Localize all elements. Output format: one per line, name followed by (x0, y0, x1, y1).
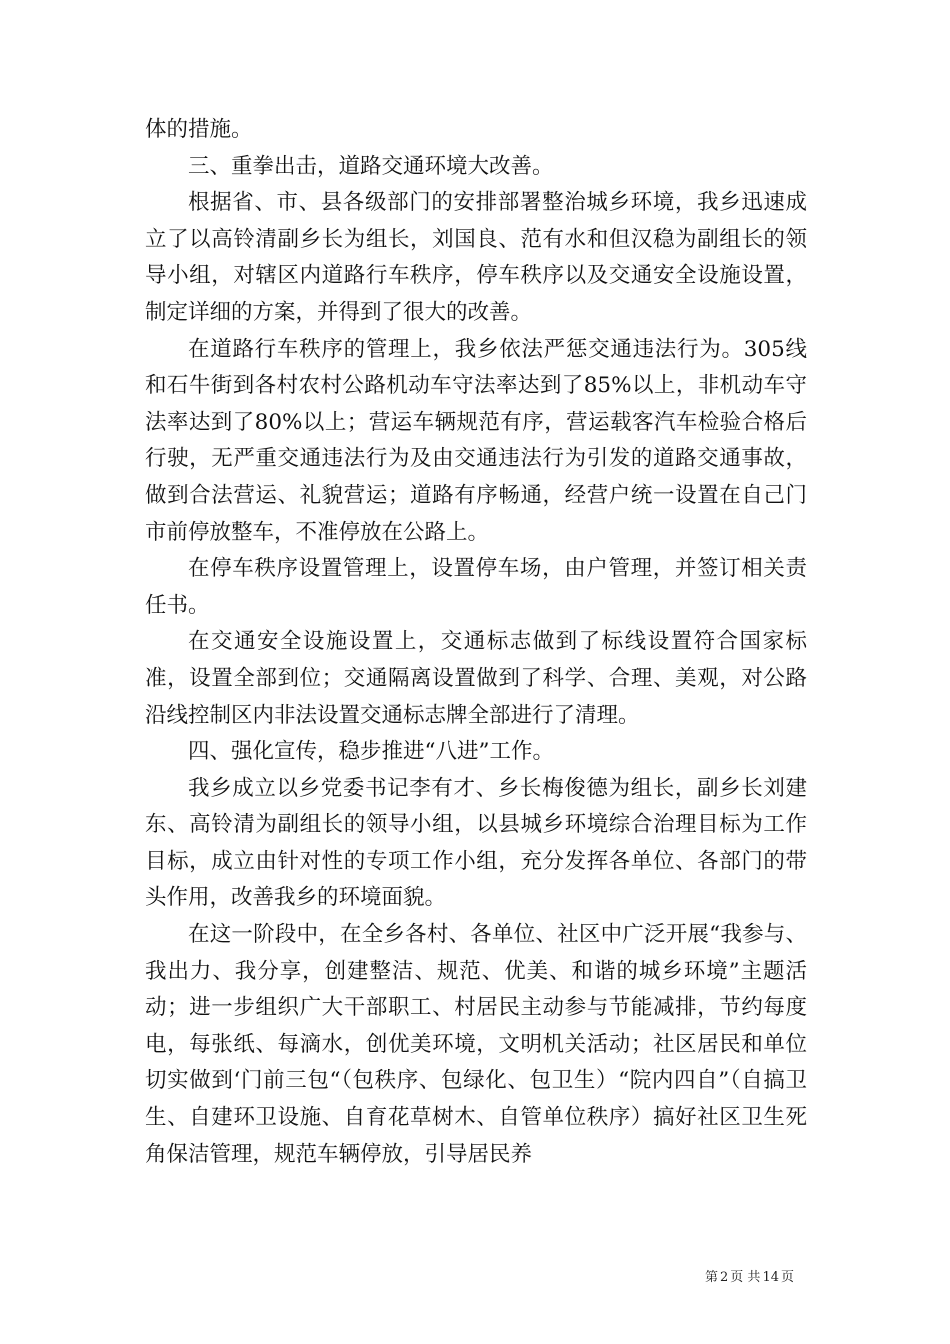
paragraph: 在交通安全设施设置上，交通标志做到了标线设置符合国家标准，设置全部到位；交通隔离设置做到了科学、合理、美观，对公路沿线控制区内非法设置交通标志牌全部进行了清理。 (145, 629, 807, 728)
paragraph: 在停车秩序设置管理上，设置停车场，由户管理，并签订相关责任书。 (145, 556, 807, 618)
body-text (145, 112, 807, 1173)
paragraph: 我乡成立以乡党委书记李有才、乡长梅俊德为组长，副乡长刘建东、高铃清为副组长的领导小组，以县城乡环境综合治理目标为工作目标，成立由针对性的专项工作小组，充分发挥各单位、各部门的带头作用，改善我乡的环境面貌。 (145, 775, 807, 911)
footer-middle: 页 共 (730, 1270, 761, 1285)
page-footer (704, 1266, 795, 1285)
footer-suffix: 页 (780, 1270, 794, 1285)
paragraph: 根据省、市、县各级部门的安排部署整治城乡环境，我乡迅速成立了以高铃清副乡长为组长，刘国良、范有水和但汉稳为副组长的领导小组，对辖区内道路行车秩序，停车秩序以及交通安全设施设置，制定详细的方案，并得到了很大的改善。 (145, 190, 807, 325)
footer-prefix: 第 (705, 1270, 719, 1285)
paragraph: 在这一阶段中，在全乡各村、各单位、社区中广泛开展“我参与、我出力、我分享，创建整洁、规范、优美、和谐的城乡环境”主题活动；进一步组织广大干部职工、村居民主动参与节能减排，节约每度电，每张纸、每滴水，创优美环境，文明机关活动；社区居民和单位切实做到‘门前三包“（包秩序、包绿化、包卫生）“院内四自”（自搞卫生、自建环卫设施、自育花草树木、自管单位秩序）搞好社区卫生死角保洁管理，规范车辆停放，引导居民养 (145, 922, 807, 1167)
footer-total-pages: 14 (762, 1270, 779, 1285)
paragraph: 在道路行车秩序的管理上，我乡依法严惩交通违法行为。305线和石牛街到各村农村公路机动车守法率达到了85%以上，非机动车守法率达到了80%以上；营运车辆规范有序，营运载客汽车检验合格后行驶，无严重交通违法行为及由交通违法行为引发的道路交通事故，做到合法营运、礼貌营运；道路有序畅通，经营户统一设置在自己门市前停放整车，不准停放在公路上。 (145, 336, 807, 545)
footer-current-page: 2 (720, 1270, 729, 1285)
paragraph: 四、强化宣传，稳步推进“八进”工作。 (188, 739, 554, 765)
paragraph: 体的措施。 (145, 117, 253, 142)
paragraph: 三、重拳出击，道路交通环境大改善。 (188, 153, 554, 179)
